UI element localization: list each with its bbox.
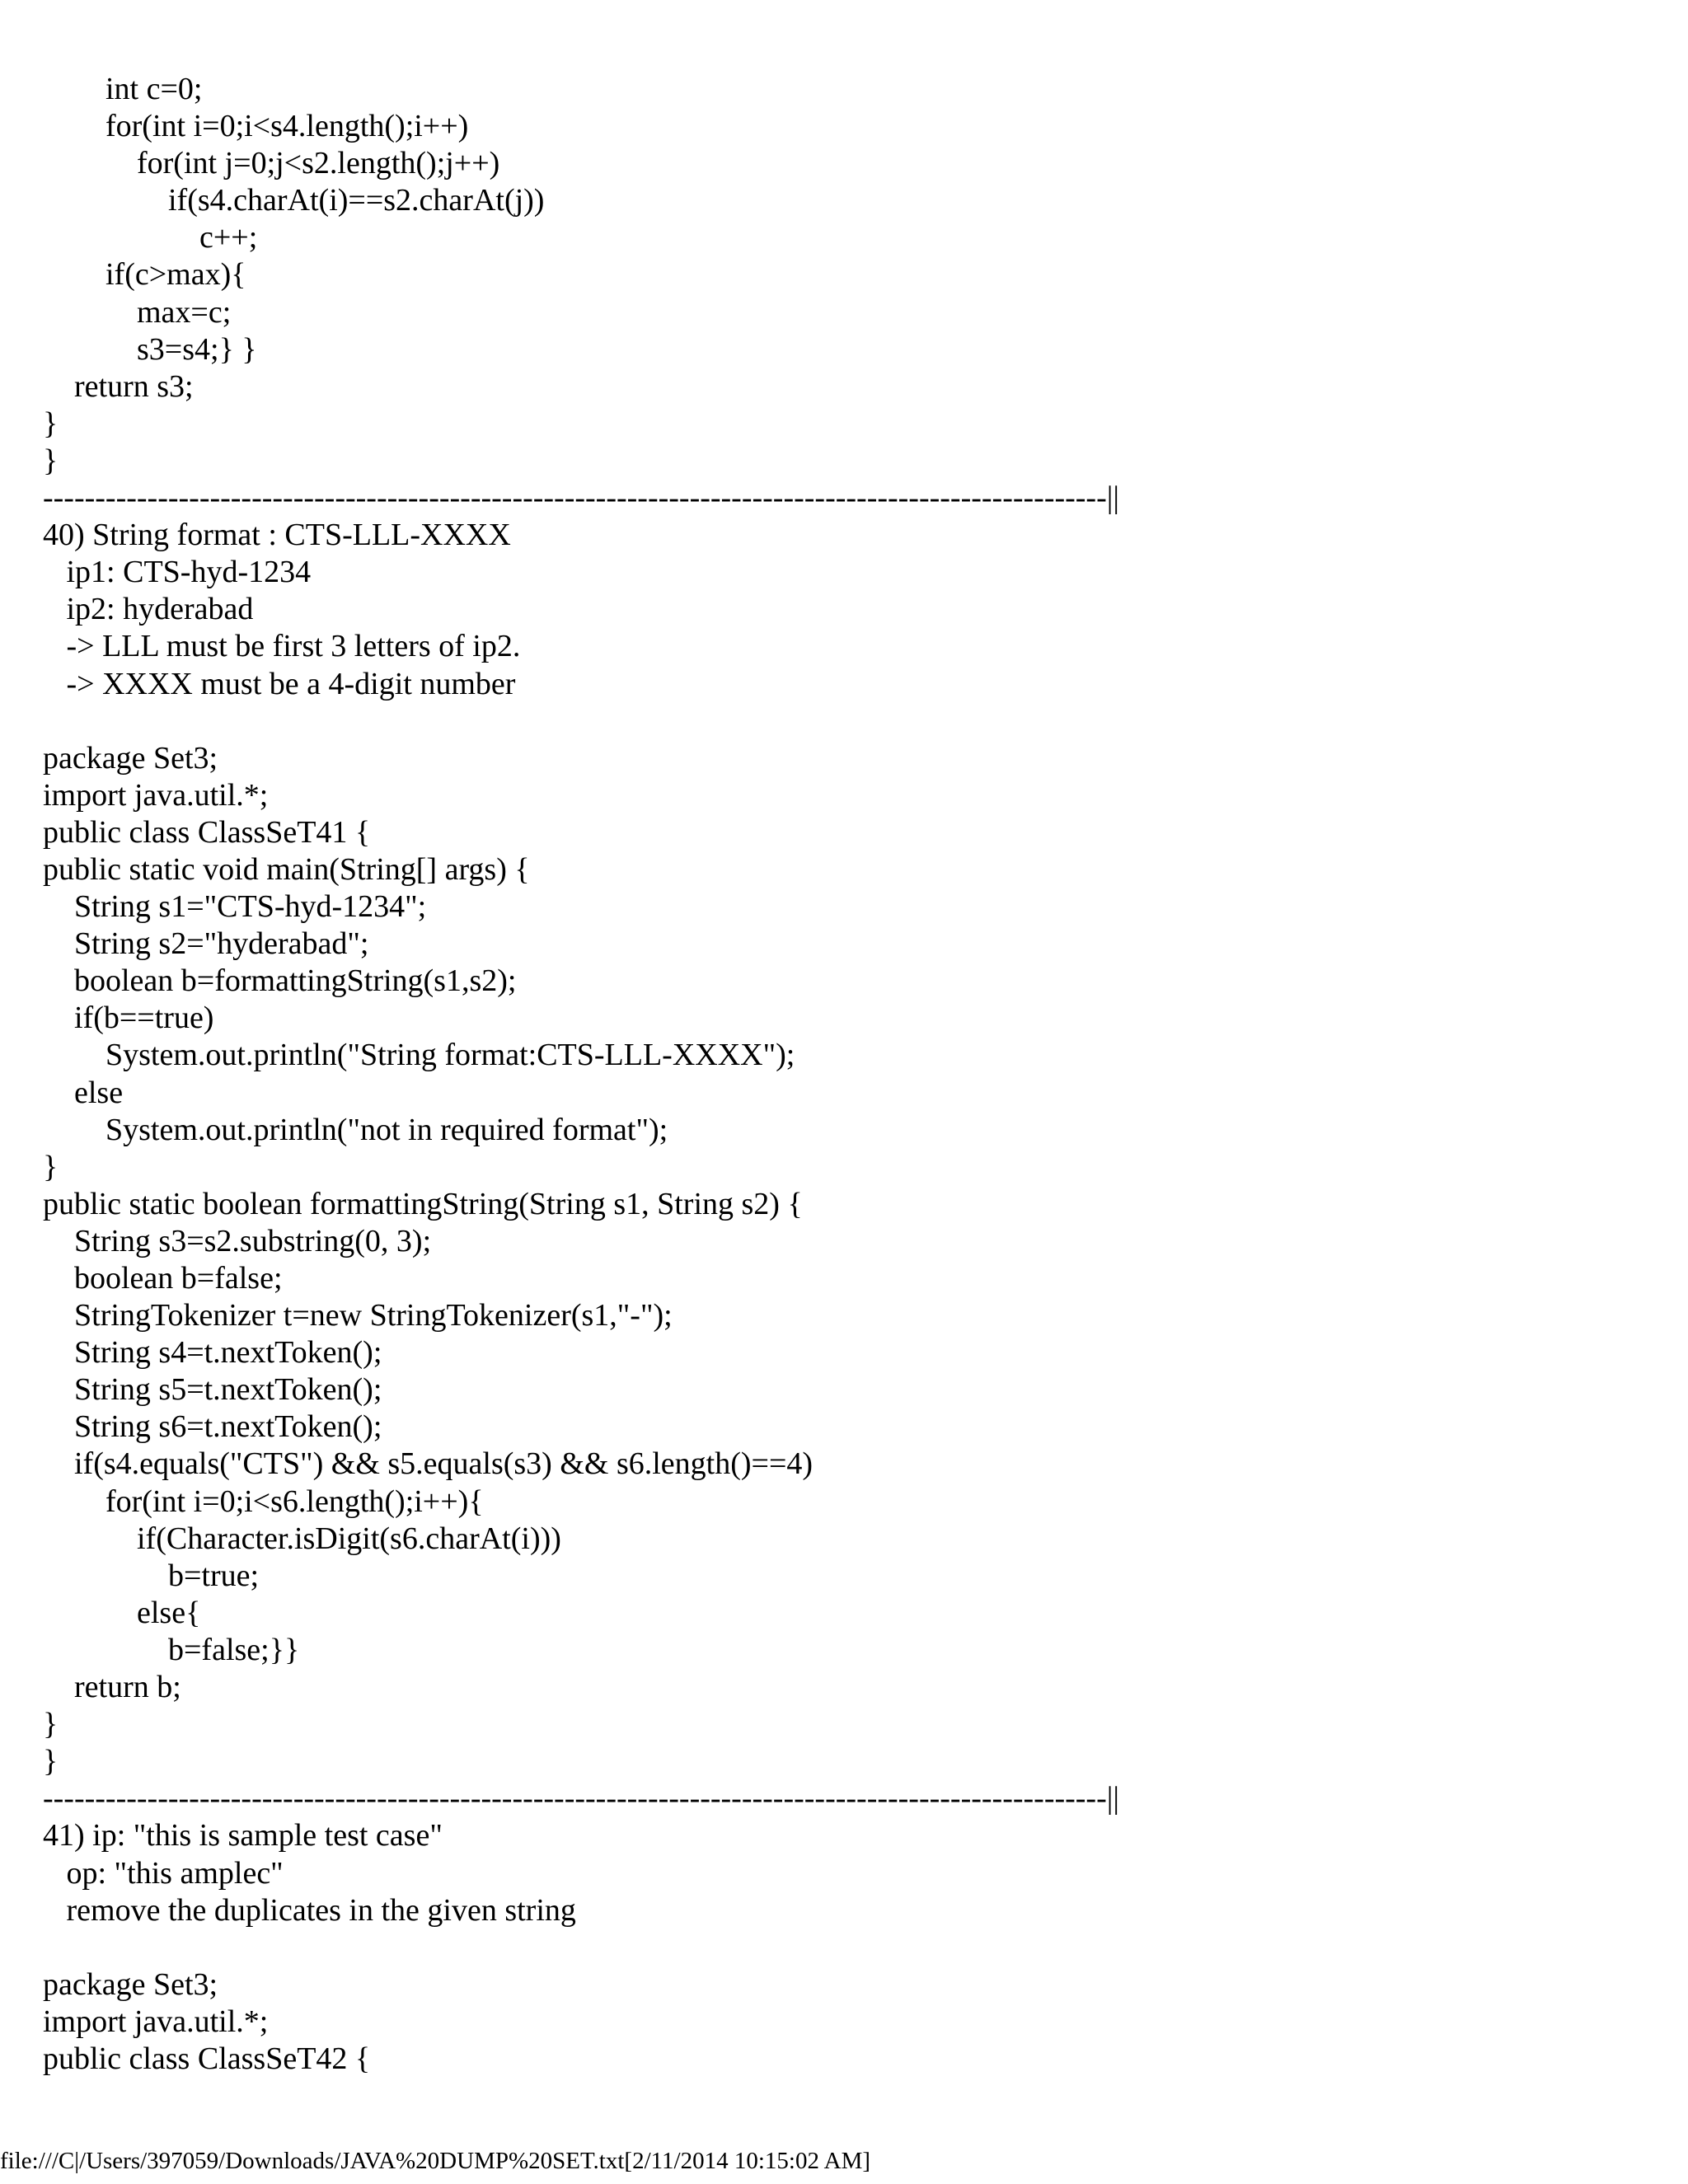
- document-text: int c=0; for(int i=0;i<s4.length();i++) for(int j=0;j<s2.length();j++) if(s4.charAt(i)==s2.charAt(j)) c++; if(c>max){ max=c; s3=s4;} } return s3; } } ------------------------------------------------------------------------------------------------------|| 40) String format : CTS-LLL-XXXX ip1: CTS-hyd-1234 ip2: hyderabad -> LLL must be first 3 letters of ip2. -> XXXX must be a 4-digit number package Set3; import java.util.*; public class ClassSeT41 { public static void main(String[] args) { String s1="CTS-hyd-1234"; String s2="hyderabad"; boolean b=formattingString(s1,s2); if(b==true) System.out.println("String format:CTS-LLL-XXXX"); else System.out.println("not in required format"); } public static boolean formattingString(String s1, String s2) { String s3=s2.substring(0, 3); boolean b=false; StringTokenizer t=new StringTokenizer(s1,"-"); String s4=t.nextToken(); String s5=t.nextToken(); String s6=t.nextToken(); if(s4.equals("CTS") && s5.equals(s3) && s6.length()==4) for(int i=0;i<s6.length();i++){ if(Character.isDigit(s6.charAt(i))) b=true; else{ b=false;}} return b; } } ------------------------------------------------------------------------------------------------------|| 41) ip: "this is sample test case" op: "this amplec" remove the duplicates in the given string package Set3; import java.util.*; public class ClassSeT42 {: [43, 72, 1119, 2076]
- page-footer-url: file:///C|/Users/397059/Downloads/JAVA%20DUMP%20SET.txt[2/11/2014 10:15:02 AM]: [0, 2148, 871, 2174]
